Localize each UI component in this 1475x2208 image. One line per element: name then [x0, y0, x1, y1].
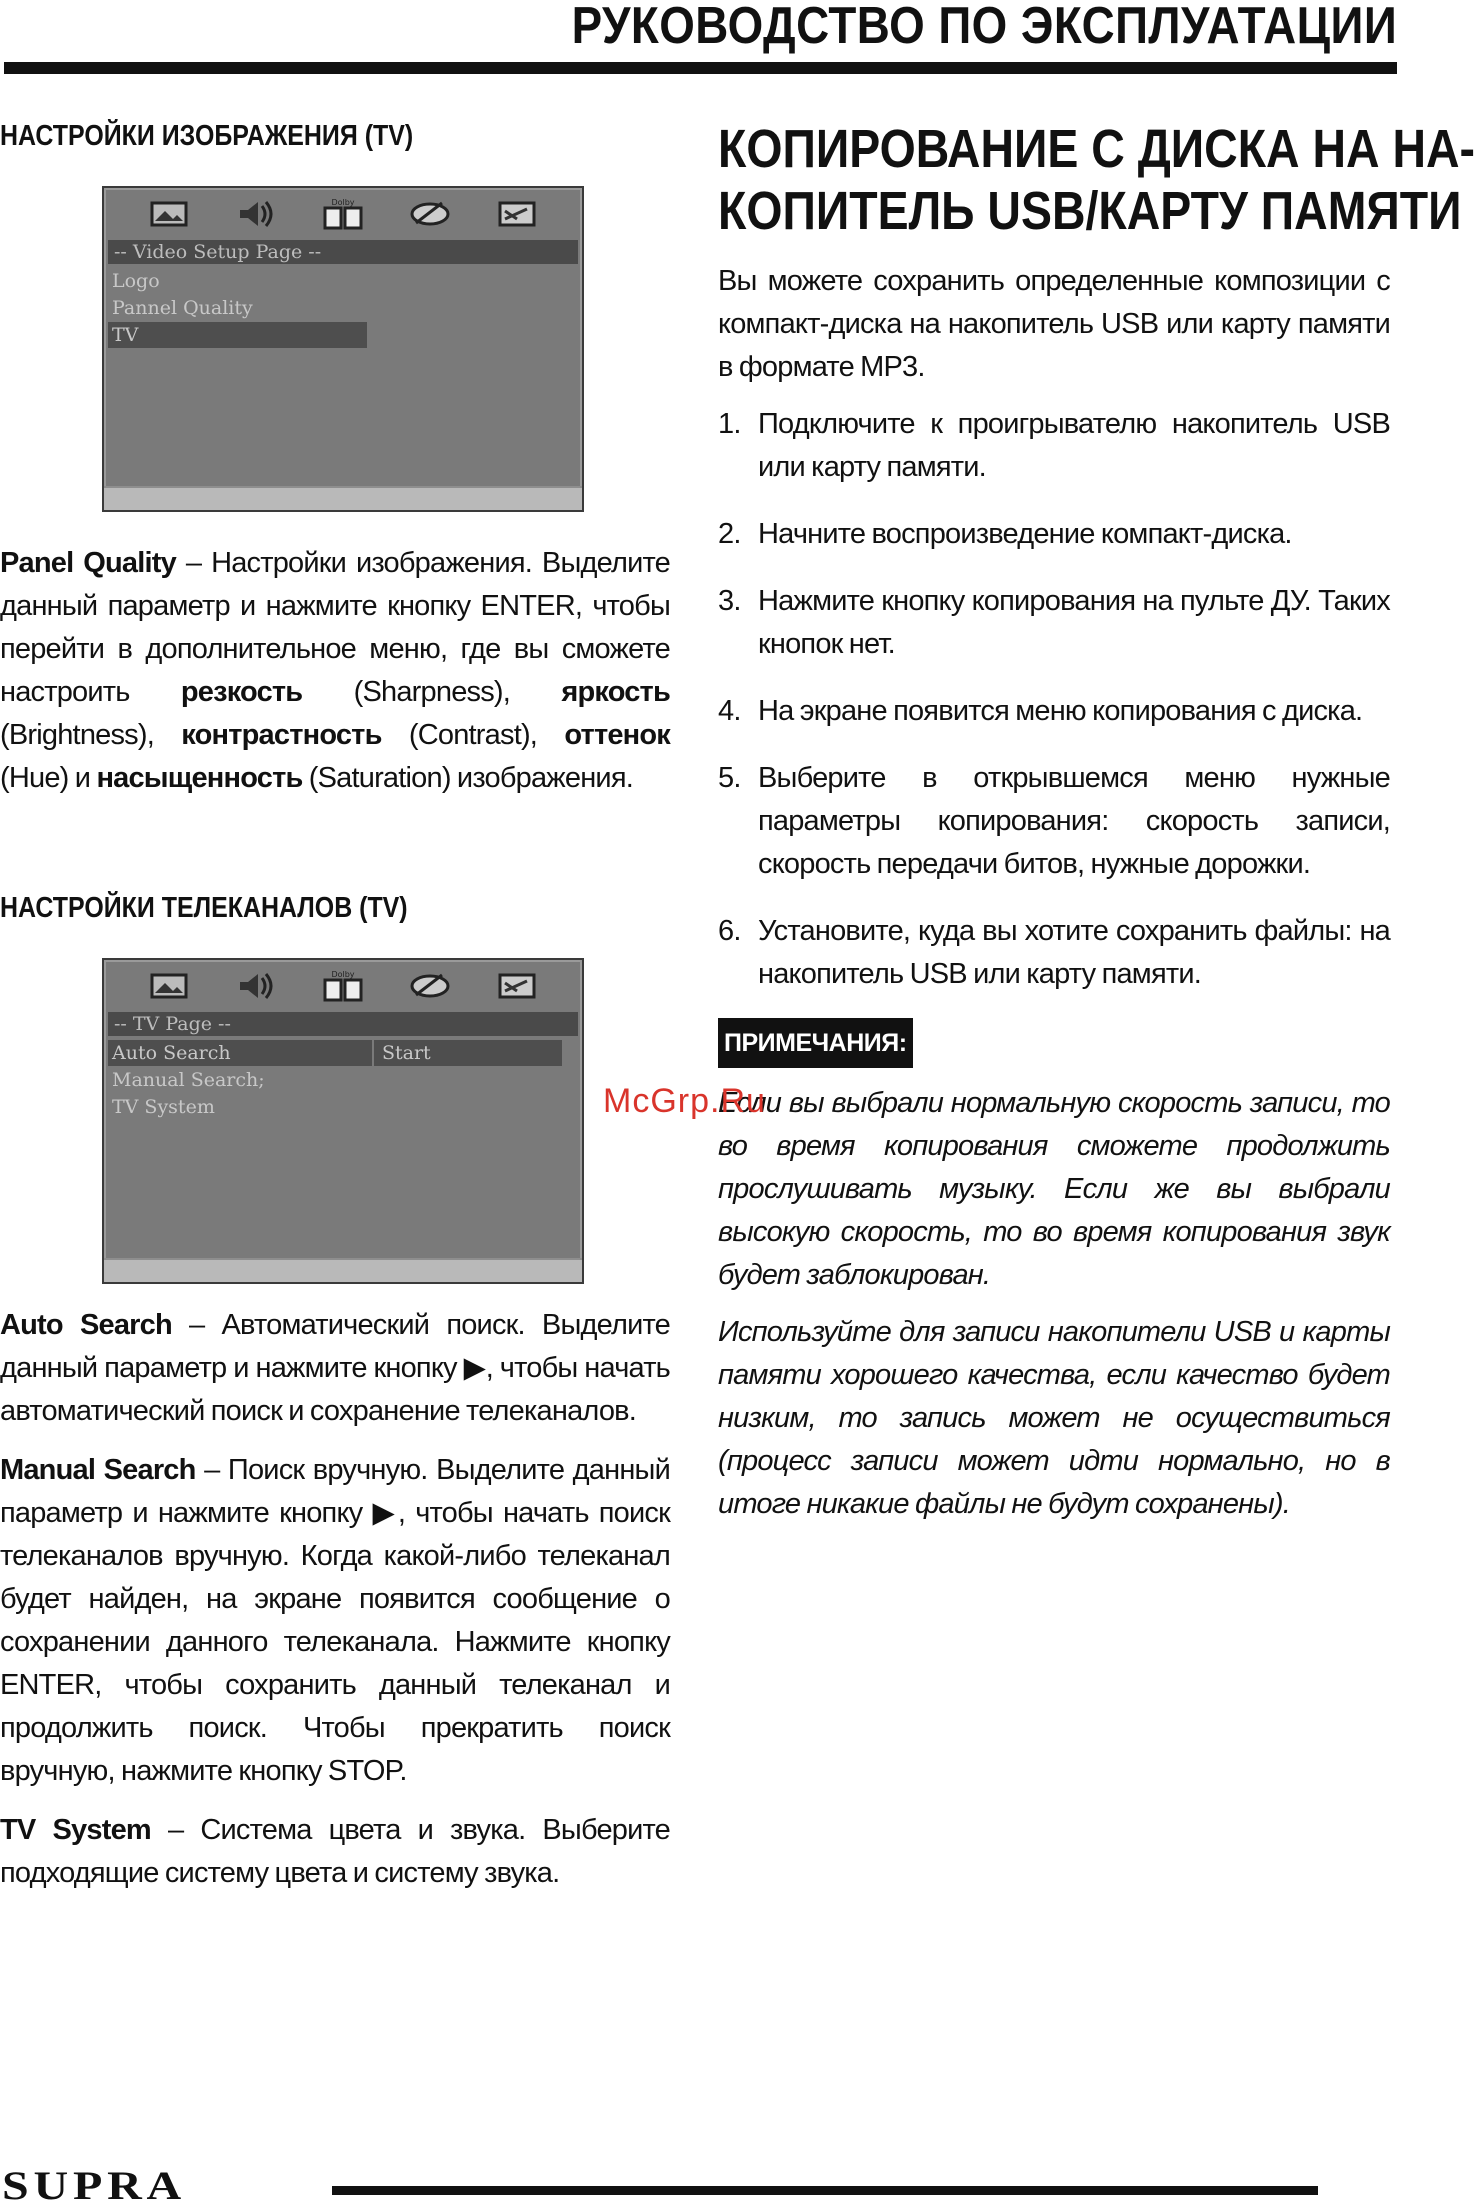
menu-item-pannel-quality: Pannel Quality	[112, 297, 253, 319]
dolby-icon	[320, 197, 366, 231]
panel-quality-description: Panel Quality – Настройки изображения. Выделите данный параметр и нажмите кнопку ENTER, чтобы перейти в дополнительное меню, где вы сможете настроить резкость (Sharpness), яркость (Brightness), контрастность (Contrast), оттенок (Hue) и насыщенность (Saturation) изображения.	[0, 547, 671, 794]
menu-icon-row	[104, 188, 582, 240]
note-paragraph-2: Используйте для записи накопители USB и карты памяти хорошего качества, если качество будет низким, то запись может не осуществиться (процесс записи может идти нормально, но в итоге никакие файлы не будут сохранены).	[718, 1316, 1390, 1520]
menu-bottom-bar	[104, 1258, 582, 1282]
menu-icon-row	[104, 960, 582, 1012]
note-paragraph-1: Если вы выбрали нормальную скорость записи, то во время копирования сможете продолжить прослушивать музыку. Если же вы выбрали высокую скорость, то во время копирования звук будет заблокирован.	[718, 1087, 1390, 1291]
menu-item-manual-search: Manual Search;	[112, 1069, 265, 1091]
section-heading-picture-settings: НАСТРОЙКИ ИЗОБРАЖЕНИЯ (TV)	[0, 120, 414, 152]
right-column	[718, 118, 1475, 1526]
menu-title-bar: -- Video Setup Page --	[108, 240, 578, 264]
preferences-icon	[494, 969, 540, 1003]
menu-item-tv-system: TV System	[112, 1096, 215, 1118]
tv-system-description: TV System – Система цвета и звука. Выберите подходящие систему цвета и систему звука.	[0, 1814, 670, 1889]
menu-title-bar: -- TV Page --	[108, 1012, 578, 1036]
menu-bottom-bar	[104, 486, 582, 510]
copy-section-title-line2: КОПИТЕЛЬ USB/КАРТУ ПАМЯТИ	[718, 181, 1462, 241]
satellite-icon	[407, 197, 453, 231]
copy-steps-list	[718, 403, 1390, 996]
list-item: 2. Начните воспроизведение компакт-диска.	[718, 518, 1292, 550]
preferences-icon	[494, 197, 540, 231]
copy-section-title-line1: КОПИРОВАНИЕ С ДИСКА НА НА-	[718, 119, 1475, 179]
watermark: McGrp.Ru	[603, 1082, 766, 1120]
picture-icon	[146, 197, 192, 231]
menu-item-tv: TV	[108, 322, 367, 348]
audio-icon	[233, 197, 279, 231]
menu-item-start-value: Start	[374, 1040, 562, 1066]
list-item: 5. Выберите в открывшемся меню нужные параметры копирования: скорость записи, скорость передачи битов, нужные дорожки.	[718, 762, 1390, 880]
list-item: 3. Нажмите кнопку копирования на пульте ДУ. Таких кнопок нет.	[718, 585, 1390, 660]
auto-search-description: Auto Search – Автоматический поиск. Выделите данный параметр и нажмите кнопку ▶, чтобы начать автоматический поиск и сохранение телеканалов.	[0, 1309, 670, 1427]
section-heading-channel-settings: НАСТРОЙКИ ТЕЛЕКАНАЛОВ (TV)	[0, 892, 408, 924]
menu-item-logo: Logo	[112, 270, 160, 292]
picture-icon	[146, 969, 192, 1003]
left-column	[0, 118, 670, 1895]
list-item: 6. Установите, куда вы хотите сохранить файлы: на накопитель USB или карту памяти.	[718, 915, 1390, 990]
dolby-icon-label: Dolby	[331, 970, 355, 979]
video-setup-menu-screenshot	[102, 186, 584, 512]
dolby-icon-label: Dolby	[331, 198, 355, 207]
menu-item-auto-search: Auto Search	[108, 1040, 372, 1066]
page-header-title: РУКОВОДСТВО ПО ЭКСПЛУАТАЦИИ	[571, 0, 1397, 55]
tv-page-menu-screenshot	[102, 958, 584, 1284]
footer-rule	[332, 2186, 1318, 2195]
satellite-icon	[407, 969, 453, 1003]
dolby-icon	[320, 969, 366, 1003]
notes-label-badge: ПРИМЕЧАНИЯ:	[718, 1018, 913, 1068]
copy-intro: Вы можете сохранить определенные композиции с компакт-диска на накопитель USB или карту памяти в формате MP3.	[718, 265, 1390, 383]
list-item: 1. Подключите к проигрывателю накопитель USB или карту памяти.	[718, 408, 1390, 483]
list-item: 4. На экране появится меню копирования с диска.	[718, 695, 1363, 727]
audio-icon	[233, 969, 279, 1003]
manual-search-description: Manual Search – Поиск вручную. Выделите данный параметр и нажмите кнопку ▶, чтобы начать поиск телеканалов вручную. Когда какой-либо телеканал будет найден, на экране появится сообщение о сохранении данного телеканала. Нажмите кнопку ENTER, чтобы сохранить данный телеканал и продолжить поиск. Чтобы прекратить поиск вручную, нажмите кнопку STOP.	[0, 1454, 670, 1787]
header-rule	[4, 62, 1397, 74]
supra-logo: SUPRA	[2, 2163, 187, 2208]
